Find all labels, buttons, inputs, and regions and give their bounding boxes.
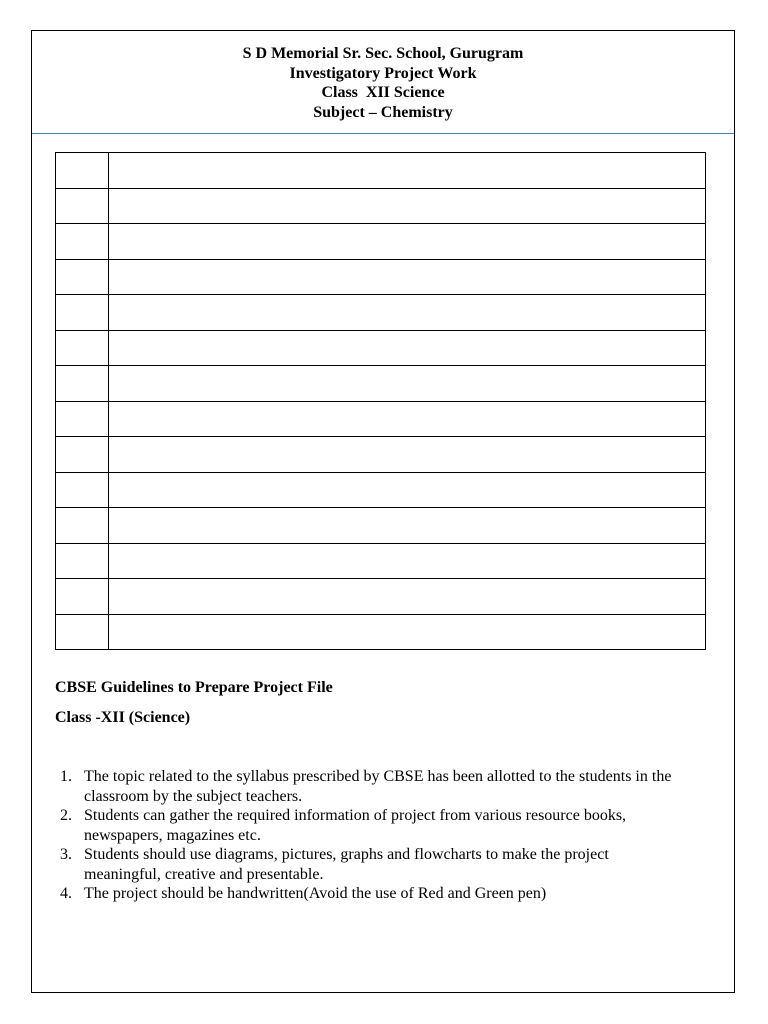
table-cell-number — [56, 330, 109, 366]
guidelines-list — [55, 767, 675, 904]
table-cell-number — [56, 259, 109, 295]
table-cell-number — [56, 614, 109, 650]
table-row — [56, 614, 706, 650]
document-header — [32, 31, 734, 134]
table-cell-content — [109, 508, 706, 544]
class-heading: Class XII Science — [321, 84, 445, 101]
table-row — [56, 259, 706, 295]
table-cell-content — [109, 188, 706, 224]
table-row — [56, 543, 706, 579]
table-cell-content — [109, 366, 706, 402]
table-row — [56, 366, 706, 402]
table-cell-content — [109, 614, 706, 650]
table-row — [56, 508, 706, 544]
table-cell-content — [109, 153, 706, 189]
table-cell-content — [109, 330, 706, 366]
table-cell-number — [56, 188, 109, 224]
guideline-text: Students should use diagrams, pictures, graphs and flowcharts to make the project meaningful, creative and presentable. — [84, 846, 609, 883]
school-name: S D Memorial Sr. Sec. School, Gurugram — [242, 45, 524, 62]
table-cell-number — [56, 508, 109, 544]
guideline-number: 1. — [60, 768, 72, 785]
project-title: Investigatory Project Work — [289, 64, 477, 82]
guideline-number: 4. — [60, 885, 72, 902]
guidelines-class-label: Class -XII (Science) — [55, 709, 191, 726]
guidelines-title: CBSE Guidelines to Prepare Project File — [55, 679, 333, 696]
table-cell-number — [56, 579, 109, 615]
guideline-number: 3. — [60, 846, 72, 863]
guideline-item — [55, 845, 675, 884]
table-cell-number — [56, 153, 109, 189]
table-row — [56, 437, 706, 473]
table-row — [56, 295, 706, 331]
table-cell-content — [109, 295, 706, 331]
table-row — [56, 188, 706, 224]
table-cell-number — [56, 366, 109, 402]
table-cell-number — [56, 472, 109, 508]
guideline-text: Students can gather the required information of project from various resource books, newspapers, magazines etc. — [84, 807, 627, 844]
table-cell-content — [109, 472, 706, 508]
guideline-item — [55, 884, 675, 904]
guideline-text: The project should be handwritten(Avoid the use of Red and Green pen) — [84, 885, 547, 902]
guideline-item — [55, 767, 675, 806]
table-row — [56, 472, 706, 508]
table-cell-number — [56, 437, 109, 473]
blank-index-table — [55, 152, 706, 650]
table-cell-number — [56, 295, 109, 331]
table-cell-content — [109, 259, 706, 295]
table-cell-content — [109, 224, 706, 260]
table-row — [56, 330, 706, 366]
table-cell-content — [109, 437, 706, 473]
table-body — [56, 153, 706, 650]
table-row — [56, 153, 706, 189]
table-row — [56, 401, 706, 437]
table-cell-number — [56, 224, 109, 260]
table-row — [56, 579, 706, 615]
guideline-number: 2. — [60, 807, 72, 824]
table-cell-content — [109, 401, 706, 437]
table-cell-content — [109, 579, 706, 615]
table-cell-number — [56, 401, 109, 437]
guideline-text: The topic related to the syllabus prescribed by CBSE has been allotted to the students in the classroom by the subject teachers. — [84, 768, 672, 805]
guideline-item — [55, 806, 675, 845]
subject-heading: Subject – Chemistry — [313, 103, 453, 121]
table-row — [56, 224, 706, 260]
table-cell-content — [109, 543, 706, 579]
table-cell-number — [56, 543, 109, 579]
page-frame — [31, 30, 735, 993]
